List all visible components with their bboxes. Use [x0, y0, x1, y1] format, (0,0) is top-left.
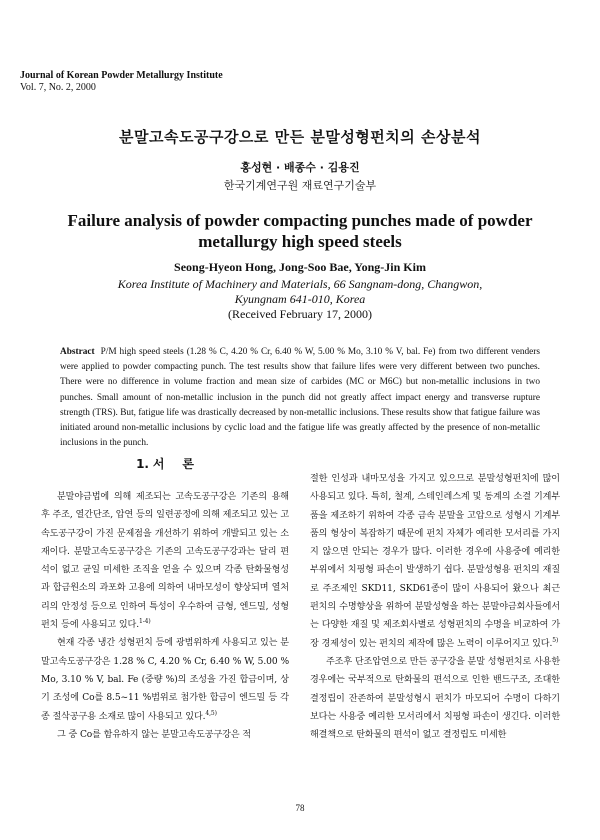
right-column: [310, 470, 560, 744]
page-number: 78: [295, 803, 305, 813]
body-paragraph: 현재 각종 냉간 성형펀치 등에 광범위하게 사용되고 있는 분말고속도공구강은 1.28 % C, 4.20 % Cr, 6.40 % W, 5.00 % Mo, 3.10 % V, bal. Fe (중량 %)의 조성을 가진 합금이며, 상기 조성에 Co를 8.5~11 %범위로 첨가한 합금이 엔드밀 등 각종 절삭공구용 소재로 많이 사용되고 있다.$^{4,5)}$: [41, 638, 289, 722]
body-paragraph: 분말야금법에 의해 제조되는 고속도공구강은 기존의 용해 후 주조, 열간단조, 압연 등의 일련공정에 의해 제조되고 있는 고속도공구강이 가진 문제점을 개선하기 위하여 개발되고 있는 소재이다. 분말고속도공구강은 기존의 고속도공구강과는 달리 편석이 없고 균일 미세한 조직을 얻을 수 있으며 각종 탄화물형성과 합금원소의 과포화 고용에 의하여 내마모성이 향상되며 열처리의 안정성 등으로 인하여 특성이 우수하여 금형, 엔드밀, 성형펀치 등에 사용되고 있다.$^{1-4)}$: [41, 492, 289, 631]
journal-header: [20, 70, 223, 94]
left-column: [41, 454, 289, 744]
journal-volume: Vol. 7, No. 2, 2000: [20, 82, 96, 93]
abstract-text: P/M high speed steels (1.28 % C, 4.20 % Cr, 6.40 % W, 5.00 % Mo, 3.10 % V, bal. Fe) from two different venders were applied to powder compacting punch. The test results show that failure lifes were very different between two punches. There were no difference in volume fraction and mean size of carbides (MC or M6C) but non-metallic inclusions in two punches. Small amount of non-metallic inclusion in the punch did not greatly affect impact energy and transverse rupture strength (TRS). But, fatigue life was drastically decreased by non-metallic inclusions. These results show that fatigue failure was initiated around non-metallic inclusions by cyclic load and the fatigue life was greatly affected by the presence of non-metallic inclusions in the punch.: [60, 347, 540, 449]
korean-affiliation: 한국기계연구원 재료연구기술부: [223, 179, 377, 192]
citation-ref: 4,5): [205, 709, 217, 717]
received-date: (Received February 17, 2000): [228, 307, 372, 321]
journal-name: Journal of Korean Powder Metallurgy Institute: [20, 70, 223, 81]
section-number: 1. 서: [136, 457, 165, 471]
abstract-label: Abstract: [60, 347, 95, 357]
affiliation-line-2: Kyungnam 641-010, Korea: [234, 292, 366, 306]
body-paragraph: 주조후 단조압연으로 만든 공구강을 분말 성형펀치로 사용한 경우에는 국부적으로 탄화물의 편석으로 인한 밴드구조, 조대한 결정립이 잔존하여 분말성형시 펀치가 마모되어 수명이 다하기보다는 사용중 예리한 모서리에서 치핑형 파손이 생긴다. 이러한 해결책으로 탄화물의 편석이 없고 결정립도 미세한: [310, 656, 560, 741]
english-affiliation: [0, 277, 600, 322]
body-paragraph: 그 중 Co를 함유하지 않는 분말고속도공구강은 적: [57, 729, 251, 740]
english-authors: Seong-Hyeon Hong, Jong-Soo Bae, Yong-Jin Kim: [174, 260, 426, 274]
citation-ref: 5): [552, 636, 559, 644]
body-paragraph: 절한 인성과 내마모성을 가지고 있으므로 분말성형펀치에 많이 사용되고 있다. 특히, 철계, 스테인레스계 및 동계의 소결 기계부품을 제조하기 위하여 각종 금속 분말을 고압으로 성형시 기계부품의 형상이 복잡하기 때문에 펀치 자체가 예리한 모서리를 가지지 않으면 안되는 경우가 많다. 이러한 경우에 사용중에 예리한 부위에서 치핑형 파손이 발생하기 쉽다. 분말성형용 펀치의 재질로 주조제인 SKD11, SKD61종이 많이 사용되어 왔으나 최근 펀치의 수명향상을 위하여 분말성형을 하는 분말야금회사들에서는 다양한 재질 및 제조회사별로 성형펀치의 수명을 비교하여 가장 경제성이 있는 펀치의 제작에 많은 노력이 이루어지고 있다.$^{5)}$: [310, 474, 560, 649]
citation-ref: 1-4): [139, 618, 151, 626]
affiliation-line-1: Korea Institute of Machinery and Materials, 66 Sangnam-dong, Changwon,: [117, 277, 483, 291]
abstract: [60, 345, 540, 451]
english-title: Failure analysis of powder compacting punches made of powder metallurgy high speed steels: [67, 211, 533, 251]
section-title-rest: 론: [182, 457, 194, 471]
korean-authors: 홍성현 · 배종수 · 김용진: [240, 161, 360, 174]
section-heading: [41, 454, 289, 474]
korean-title: 분말고속도공구강으로 만든 분말성형펀치의 손상분석: [119, 128, 481, 146]
